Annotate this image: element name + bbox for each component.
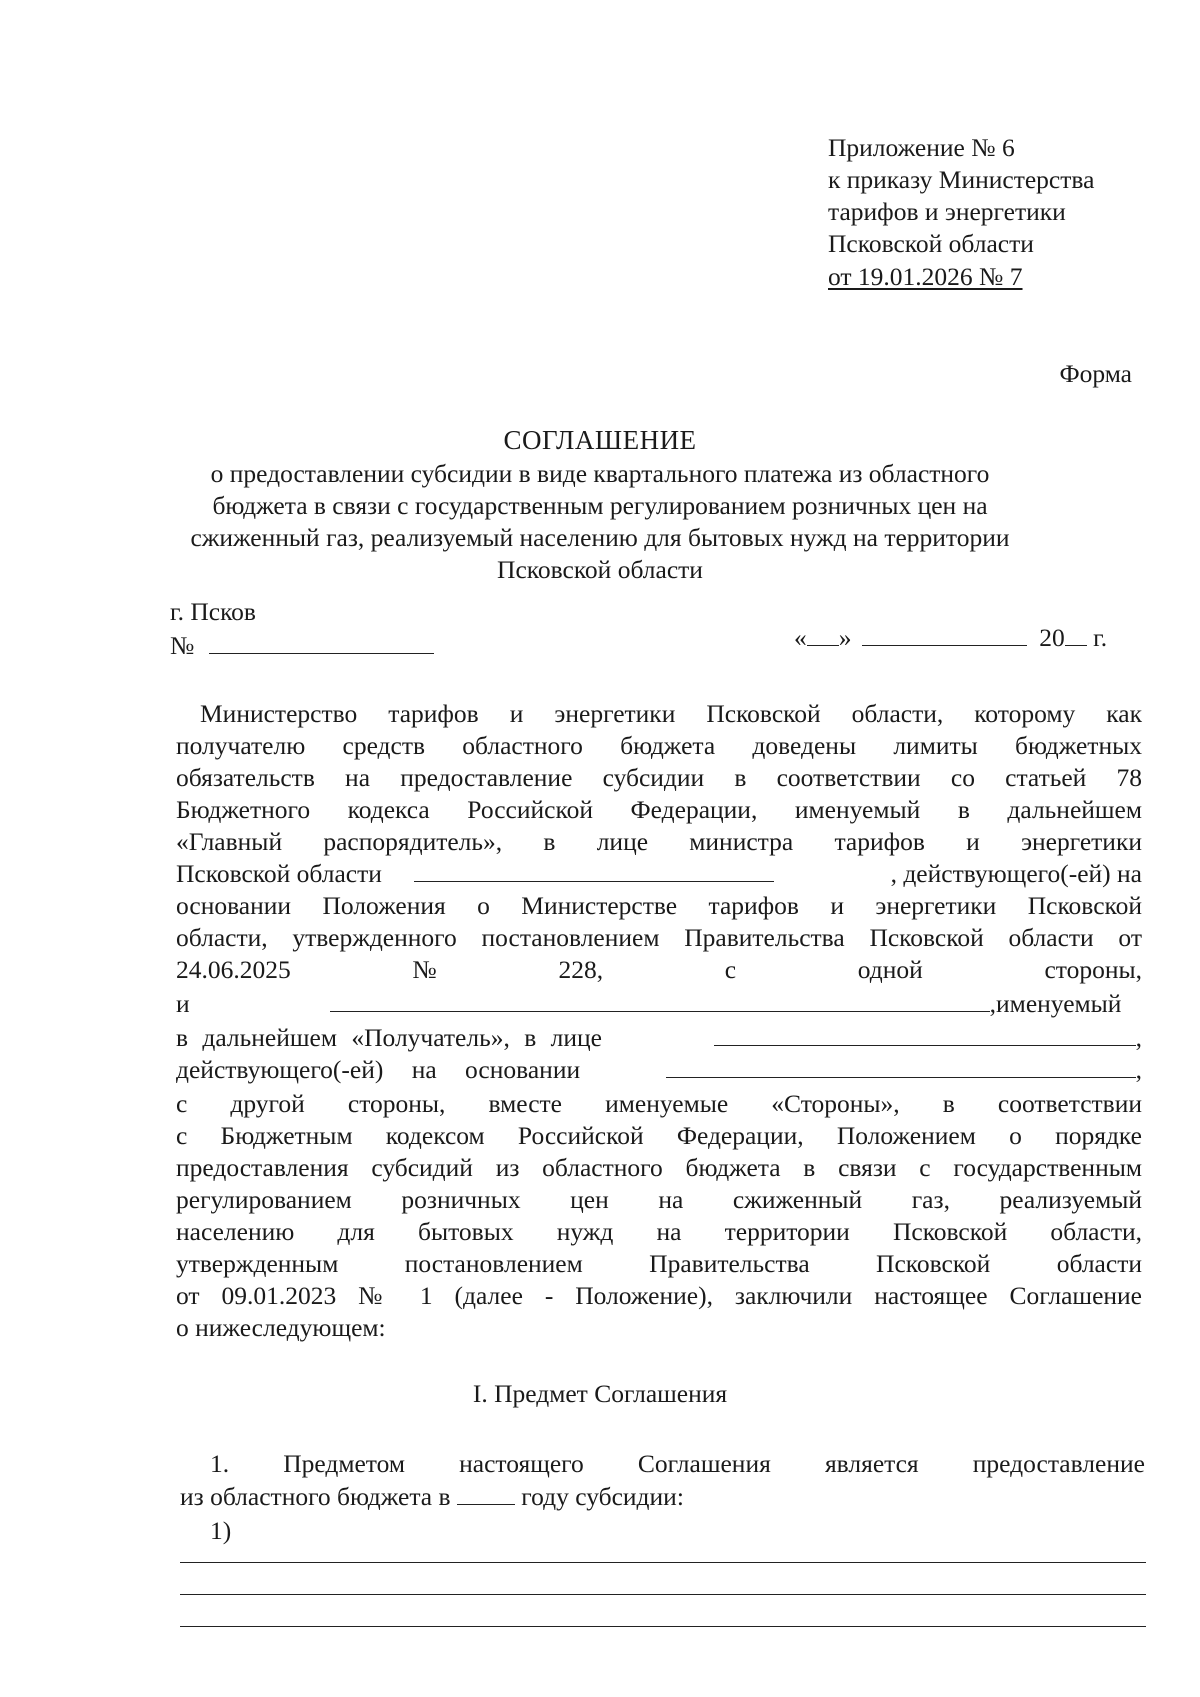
word: предоставление [972,1449,1145,1478]
subsidy-description-line[interactable] [180,1594,1146,1595]
word: одной [857,955,923,984]
word: Предметом [283,1449,406,1478]
decree-number: 228, [558,955,604,984]
body-line: населению для бытовых нужд на территории Псковской области, [176,1217,1142,1246]
recipient-basis-field[interactable] [666,1055,1136,1078]
recipient-representative-field[interactable] [714,1023,1136,1046]
subsidy-description-line[interactable] [180,1626,1146,1627]
year-field[interactable] [1065,623,1087,646]
recipient-text: в дальнейшем «Получатель», в лице [176,1023,602,1052]
word: Соглашения [637,1449,771,1478]
item1-text: из областного бюджета в [180,1482,451,1511]
word: с [724,955,737,984]
section-heading: I. Предмет Соглашения [472,1379,728,1408]
recipient-name-field[interactable] [330,989,990,1012]
subtitle-line: сжиженный газ, реализуемый населению для бытовых нужд на территории [190,523,1010,552]
body-line: Министерство тарифов и энергетики Псковской области, которому как [200,699,1142,728]
body-line: с Бюджетным кодексом Российской Федерации, Положением о порядке [176,1121,1142,1150]
agreement-number-row [170,630,434,662]
body-line: «Главный распорядитель», в лице министра тарифов и энергетики [176,827,1142,856]
subtitle-line: бюджета в связи с государственным регулированием розничных цен на [212,491,988,520]
recipient-rep-line [176,1022,1142,1054]
body-line: от 09.01.2023 № 1 (далее - Положение), заключили настоящее Соглашение [176,1281,1142,1310]
body-line: утвержденным постановлением Правительства Псковской области [176,1249,1142,1278]
word: стороны, [1044,955,1142,984]
region-text: Псковской области [176,859,382,888]
appendix-region-line: Псковской области [828,229,1034,258]
body-line: получателю средств областного бюджета доведены лимиты бюджетных [176,731,1142,760]
appendix-label: Приложение № 6 [828,133,1015,162]
document-title: СОГЛАШЕНИЕ [503,425,697,455]
appendix-ministry-line: тарифов и энергетики [828,197,1066,226]
body-line: обязательств на предоставление субсидии в соответствии со статьей 78 [176,763,1142,792]
subtitle-line: о предоставлении субсидии в виде квартального платежа из областного [210,459,990,488]
year-suffix: г. [1093,623,1108,652]
basis-text: действующего(-ей) на основании [176,1055,581,1084]
acting-text: , действующего(-ей) на [890,859,1142,888]
item1-text: году субсидии: [521,1482,684,1511]
named-text: ,именуемый [989,989,1122,1018]
quote-open: « [794,623,807,652]
appendix-date-number: от 19.01.2026 № 7 [828,262,1023,291]
decree-date: 24.06.2025 [176,955,291,984]
word: настоящего [459,1449,584,1478]
body-line: регулированием розничных цен на сжиженный газ, реализуемый [176,1185,1142,1214]
agreement-number-field[interactable] [209,631,434,654]
item1-line1 [210,1448,1145,1480]
minister-line [176,858,1142,890]
minister-name-field[interactable] [414,859,774,882]
decree-number-sign: № [412,955,437,984]
month-field[interactable] [862,623,1027,646]
form-label: Форма [1059,359,1132,388]
number-label: № [170,631,195,660]
recipient-name-line [176,988,1142,1020]
subtitle-line: Псковской области [497,555,703,584]
body-line: предоставления субсидий из областного бюджета в связи с государственным [176,1153,1142,1182]
appendix-order-line: к приказу Министерства [828,165,1095,194]
subsidy-description-line[interactable] [180,1562,1146,1563]
body-line: основании Положения о Министерстве тарифов и энергетики Псковской [176,891,1142,920]
body-line: Бюджетного кодекса Российской Федерации, именуемый в дальнейшем [176,795,1142,824]
agreement-date-row [794,622,1107,654]
place: г. Псков [170,597,256,626]
body-line: о нижеследующем: [176,1313,386,1342]
item1-line2 [180,1481,684,1513]
recipient-basis-line [176,1054,1142,1086]
and-text: и [176,989,190,1018]
comma: , [1135,1023,1142,1052]
day-field[interactable] [807,623,839,646]
item-number: 1. [210,1449,230,1478]
year-field[interactable] [457,1482,515,1505]
quote-close: » [838,623,852,652]
comma: , [1135,1055,1142,1084]
year-prefix: 20 [1039,623,1065,652]
decree-line [176,954,1142,986]
body-line: с другой стороны, вместе именуемые «Стороны», в соответствии [176,1089,1142,1118]
subitem-number: 1) [210,1516,232,1545]
word: является [824,1449,919,1478]
body-line: области, утвержденного постановлением Правительства Псковской области от [176,923,1142,952]
